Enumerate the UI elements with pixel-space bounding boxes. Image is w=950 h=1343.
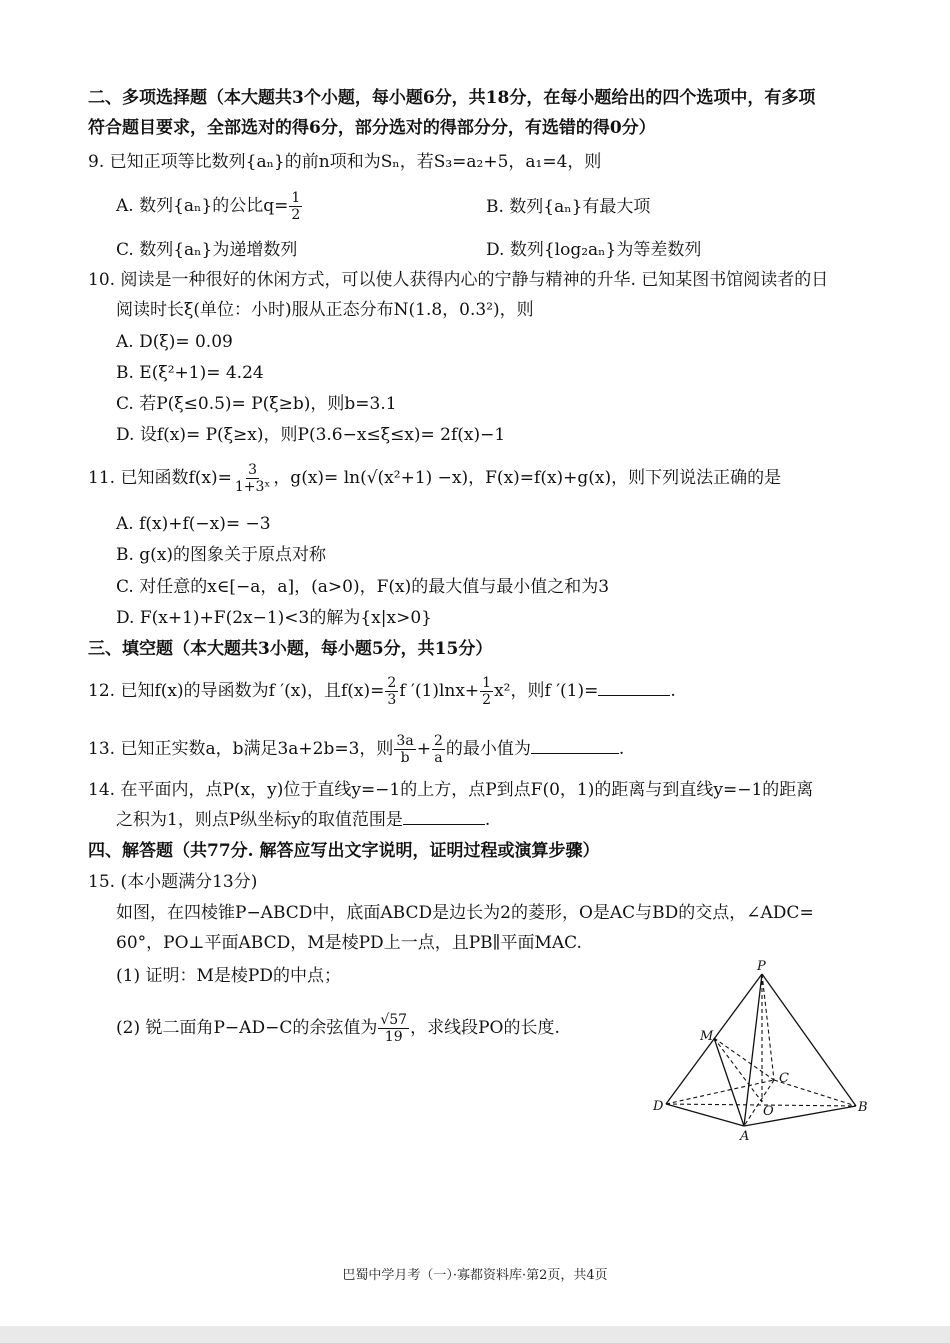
label-O: O: [763, 1104, 774, 1119]
q9-option-d: D. 数列{log₂aₙ}为等差数列: [486, 240, 702, 260]
q14-line1: 14. 在平面内，点P(x，y)位于直线y=−1的上方，点P到点F(0，1)的距离与到直线y=−1的距离: [88, 780, 814, 800]
q10-option-a: A. D(ξ)= 0.09: [116, 332, 233, 352]
q10-option-b: B. E(ξ²+1)= 4.24: [116, 363, 264, 383]
q12-answer-blank[interactable]: [598, 679, 670, 696]
section4-header: 四、解答题（共77分. 解答应写出文字说明，证明过程或演算步骤）: [88, 841, 600, 861]
q9-option-c: C. 数列{aₙ}为递增数列: [116, 240, 298, 260]
q9-stem: 9. 已知正项等比数列{aₙ}的前n项和为Sₙ，若S₃=a₂+5，a₁=4，则: [88, 152, 602, 172]
label-D: D: [653, 1099, 664, 1114]
q15-line2: 60°，PO⊥平面ABCD，M是棱PD上一点，且PB∥平面MAC.: [116, 933, 582, 953]
section2-header-line1: 二、多项选择题（本大题共3个小题，每小题6分，共18分，在每小题给出的四个选项中，有多项: [88, 88, 816, 108]
edge-DC: [666, 1080, 774, 1104]
q11-stem-pre: 11. 已知函数f(x)=: [88, 468, 232, 488]
edge-MC: [714, 1038, 774, 1080]
q13: 13. 已知正实数a，b满足3a+2b=3，则 $\frac{3a}{b}$ + $\frac{2}{a}$ 的最小值为 .: [88, 733, 625, 766]
edge-DA: [666, 1104, 744, 1126]
q11-stem-post: ，g(x)= ln(√(x²+1) −x)，F(x)=f(x)+g(x)，则下列说法正确的是: [273, 468, 782, 488]
q9-option-b: B. 数列{aₙ}有最大项: [486, 197, 651, 217]
label-M: M: [700, 1029, 714, 1044]
label-B: B: [858, 1100, 868, 1115]
q12: 12. 已知f(x)的导函数为f ′(x)，且f(x)= $\frac{2}{3}$ f ′(1)lnx+ $\frac{1}{2}$ x²，则f ′(1)= .: [88, 675, 676, 708]
q11-stem: [88, 462, 781, 495]
q13-fraction-2: $\frac{2}{a}$: [433, 733, 443, 766]
q15-line1: 如图，在四棱锥P−ABCD中，底面ABCD是边长为2的菱形，O是AC与BD的交点，∠ADC=: [116, 903, 814, 923]
label-A: A: [740, 1129, 750, 1144]
q9-option-a: [116, 190, 303, 223]
pyramid-figure: [650, 956, 880, 1146]
q11-option-a: A. f(x)+f(−x)= −3: [116, 514, 271, 534]
q12-fraction-2: $\frac{1}{2}$: [482, 675, 492, 708]
q9-fraction: $\frac{1}{2}$: [291, 190, 301, 223]
edge-AB: [744, 1106, 856, 1126]
edge-MO: [714, 1038, 762, 1102]
bottom-bar: [0, 1326, 950, 1343]
section3-header: 三、填空题（本大题共3小题，每小题5分，共15分）: [88, 639, 493, 659]
label-C: C: [779, 1071, 789, 1086]
page-footer: 巴蜀中学月考（一）·寡都资料库·第2页，共4页: [342, 1268, 608, 1283]
q10-option-d: D. 设f(x)= P(ξ≥x)，则P(3.6−x≤ξ≤x)= 2f(x)−1: [116, 425, 506, 445]
q11-option-d: D. F(x+1)+F(2x−1)<3的解为{x|x>0}: [116, 608, 432, 628]
q15-title: 15. (本小题满分13分): [88, 872, 258, 892]
label-P: P: [757, 959, 766, 974]
q14-line2: 之积为1，则点P纵坐标y的取值范围是 .: [116, 810, 491, 830]
q10-option-c: C. 若P(ξ≤0.5)= P(ξ≥b)，则b=3.1: [116, 394, 397, 414]
edge-MA: [714, 1038, 744, 1126]
edge-PA: [744, 974, 762, 1126]
edge-DB: [666, 1104, 856, 1106]
q11-option-c: C. 对任意的x∈[−a，a]，(a>0)，F(x)的最大值与最小值之和为3: [116, 577, 610, 597]
section2-header-line2: 符合题目要求，全部选对的得6分，部分选对的得部分分，有选错的得0分）: [88, 118, 656, 138]
q13-fraction-1: $\frac{3a}{b}$: [396, 733, 414, 766]
q10-stem-line1: 10. 阅读是一种很好的休闲方式，可以使人获得内心的宁静与精神的升华. 已知某图书馆阅读者的日: [88, 270, 829, 290]
q11-fraction: $\frac{3}{\text{1+3ˣ}}$: [234, 462, 271, 495]
q14-answer-blank[interactable]: [403, 808, 485, 825]
q12-fraction-1: $\frac{2}{3}$: [387, 675, 397, 708]
q15-part2: (2) 锐二面角P−AD−C的余弦值为 $\frac{√57}{19}$ ，求线段PO的长度.: [116, 1012, 560, 1045]
q15-fraction: $\frac{√57}{19}$: [380, 1012, 408, 1045]
q13-answer-blank[interactable]: [531, 737, 619, 754]
q11-option-b: B. g(x)的图象关于原点对称: [116, 545, 327, 565]
q10-stem-line2: 阅读时长ξ(单位：小时)服从正态分布N(1.8，0.3²)，则: [116, 300, 534, 320]
edge-PB: [762, 974, 856, 1106]
q15-part1: (1) 证明：M是棱PD的中点；: [116, 966, 341, 986]
edge-PC: [762, 974, 774, 1080]
q9-option-a-text: A. 数列{aₙ}的公比q=: [116, 196, 289, 216]
